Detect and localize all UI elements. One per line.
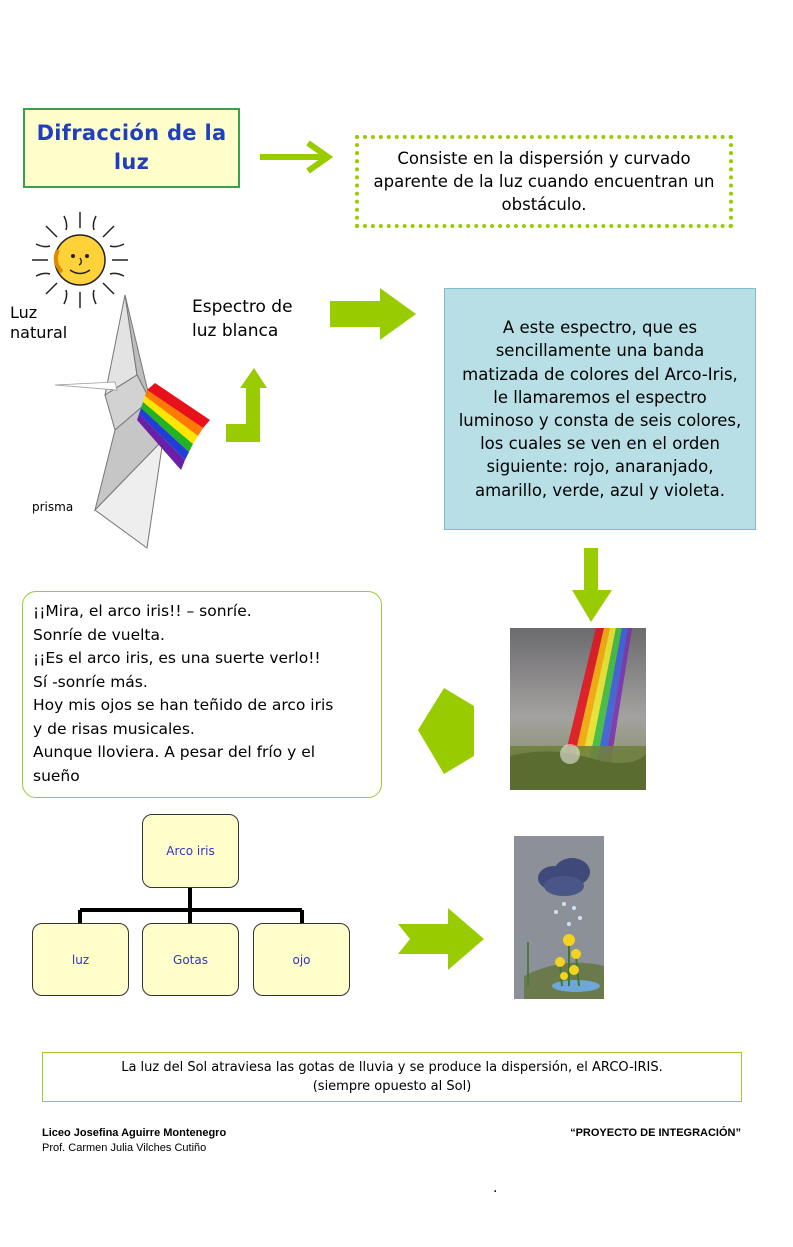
definition-text: Consiste en la dispersión y curvado aparente de la luz cuando encuentran un obstáculo. — [373, 149, 715, 214]
poem-line: Sí -sonríe más. — [33, 672, 148, 691]
conclusion-line2: (siempre opuesto al Sol) — [312, 1079, 472, 1094]
arrow-left-icon — [414, 684, 476, 776]
poem-line: ¡¡Mira, el arco iris!! – sonríe. — [33, 602, 252, 620]
poem-line: sueño — [33, 766, 80, 785]
definition-box — [355, 135, 733, 228]
poem-line: Aunque lloviera. A pesar del frío y el — [33, 743, 316, 761]
poem-line: Hoy mis ojos se han teñido de arco iris — [33, 696, 334, 714]
teacher-name: Prof. Carmen Julia Vilches Cutiño — [42, 1142, 207, 1154]
diagram-root-node: Arco iris — [142, 814, 239, 888]
diagram-node-luz: luz — [32, 923, 129, 996]
prisma-label: prisma — [32, 500, 74, 514]
arrow-right-icon — [258, 140, 338, 174]
school-name: Liceo Josefina Aguirre Montenegro — [42, 1127, 227, 1139]
luz-label-line2: natural — [10, 323, 68, 342]
espectro-line2: luz blanca — [192, 321, 279, 341]
luz-label-line1: Luz — [10, 303, 38, 322]
arrow-down-icon — [572, 548, 612, 622]
footer-dot: . — [493, 1180, 498, 1196]
espectro-label — [192, 295, 293, 343]
project-name: “PROYECTO DE INTEGRACIÓN” — [570, 1127, 741, 1139]
rainbow-photo — [510, 628, 646, 790]
page-title: Difracción de la luz — [36, 121, 227, 174]
arrow-up-icon — [222, 358, 268, 444]
arrow-right-notched-icon — [398, 908, 484, 970]
diagram-node-ojo: ojo — [253, 923, 350, 996]
conclusion-line1: La luz del Sol atraviesa las gotas de lluvia y se produce la dispersión, el ARCO-IRIS. — [121, 1060, 663, 1075]
rain-flowers-image — [514, 836, 604, 999]
footer-credits — [42, 1126, 226, 1156]
poem-line: Sonríe de vuelta. — [33, 625, 165, 644]
arrow-right-block-icon — [330, 288, 416, 340]
diagram-node-gotas: Gotas — [142, 923, 239, 996]
poem-line: ¡¡Es el arco iris, es una suerte verlo!! — [33, 649, 321, 667]
poem-box — [22, 591, 382, 798]
conclusion-box — [42, 1052, 742, 1102]
espectro-line1: Espectro de — [192, 297, 293, 317]
spectrum-description-box — [444, 288, 756, 530]
poem-line: y de risas musicales. — [33, 719, 195, 738]
spectrum-description: A este espectro, que es sencillamente una banda matizada de colores del Arco-Iris, le llamaremos el espectro luminoso y consta de seis colores, los cuales se ven en el orden siguiente: rojo, anaranjado, amarillo, verde, azul y violeta. — [458, 318, 742, 500]
title-box — [23, 108, 240, 188]
